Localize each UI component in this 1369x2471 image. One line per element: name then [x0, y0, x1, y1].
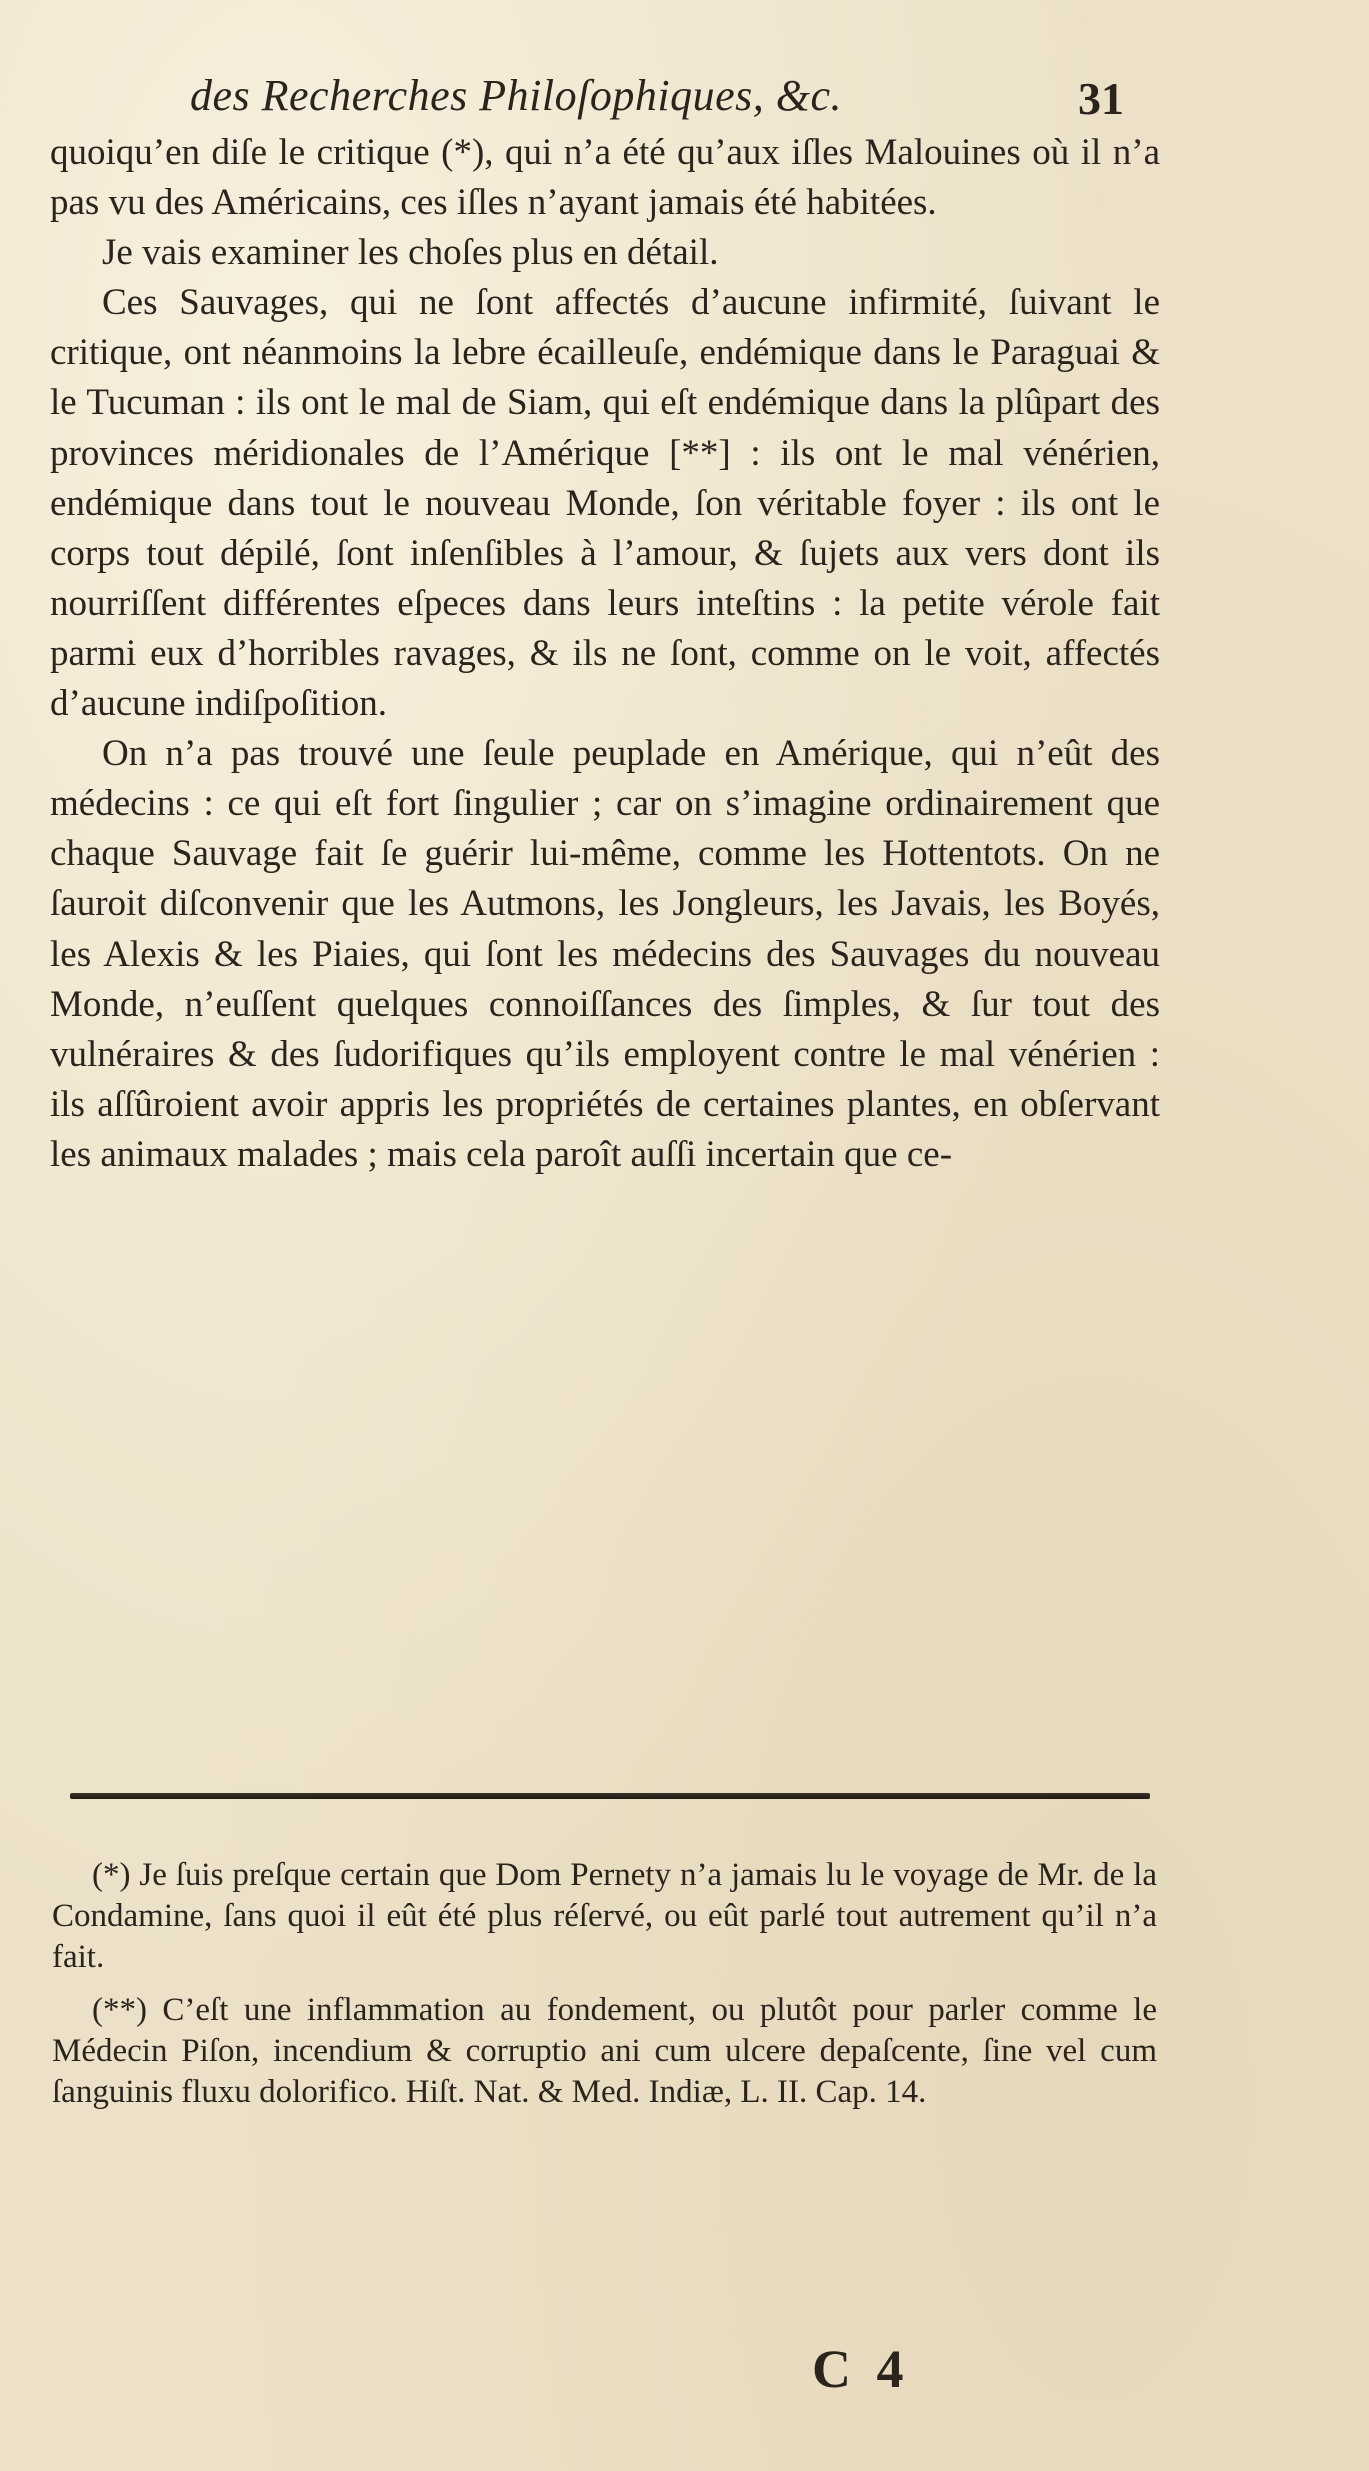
paragraph-4: On n’a pas trouvé une ſeule peuplade en Amérique, qui n’eût des médecins : ce qui eſt fort ſingulier ; car on s’imagine ordinairement que chaque Sauvage fait ſe guérir lui-même, comme les Hottentots. On ne ſauroit diſconvenir que les Autmons, les Jongleurs, les Javais, les Boyés, les Alexis & les Piaies, qui ſont les médecins des Sauvages du nouveau Monde, n’euſſent quelques connoiſſances des ſimples, & ſur tout des vulnéraires & des ſudorifiques qu’ils employent contre le mal vénérien : ils aſſûroient avoir appris les propriétés de certaines plantes, en obſervant les animaux malades ; mais cela paroît auſſi incertain que ce- — [50, 733, 1160, 1175]
footnote-rule — [70, 1793, 1150, 1799]
page-number: 31 — [1078, 73, 1124, 124]
footnote-2: (**) C’eſt une inflammation au fondement, ou plutôt pour parler comme le Médecin Piſon, incendium & corruptio ani cum ulcere depaſcente, ſine vel cum ſanguinis fluxu dolorifico. Hiſt. Nat. & Med. Indiæ, L. II. Cap. 14. — [52, 1992, 1157, 2110]
signature-mark: C 4 — [812, 2339, 910, 2399]
running-title: des Recherches Philoſophiques, &c. — [190, 71, 842, 120]
paragraph-3: Ces Sauvages, qui ne ſont affectés d’aucune infirmité, ſuivant le critique, ont néanmoins la lebre écailleuſe, endémique dans le Paraguai & le Tucuman : ils ont le mal de Siam, qui eſt endémique dans la plûpart des provinces méridionales de l’Amérique [**] : ils ont le mal vénérien, endémique dans tout le nouveau Monde, ſon véritable foyer : ils ont le corps tout dépilé, ſont inſenſibles à l’amour, & ſujets aux vers dont ils nourriſſent différentes eſpeces dans leurs inteſtins : la petite vérole fait parmi eux d’horribles ravages, & ils ne ſont, comme on le voit, affectés d’aucune indiſpoſition. — [50, 282, 1160, 725]
footnote-1: (*) Je ſuis preſque certain que Dom Pernety n’a jamais lu le voyage de Mr. de la Condamine, ſans quoi il eût été plus réſervé, ou eût parlé tout autrement qu’il n’a fait. — [52, 1857, 1157, 1975]
footnotes — [52, 1855, 1157, 2125]
paragraph-2: Je vais examiner les choſes plus en détail. — [102, 232, 719, 274]
paragraph-1: quoiqu’en diſe le critique (*), qui n’a été qu’aux iſles Malouines où il n’a pas vu des Américains, ces iſles n’ayant jamais été habitées. — [50, 132, 1160, 224]
main-text — [50, 128, 1160, 1180]
